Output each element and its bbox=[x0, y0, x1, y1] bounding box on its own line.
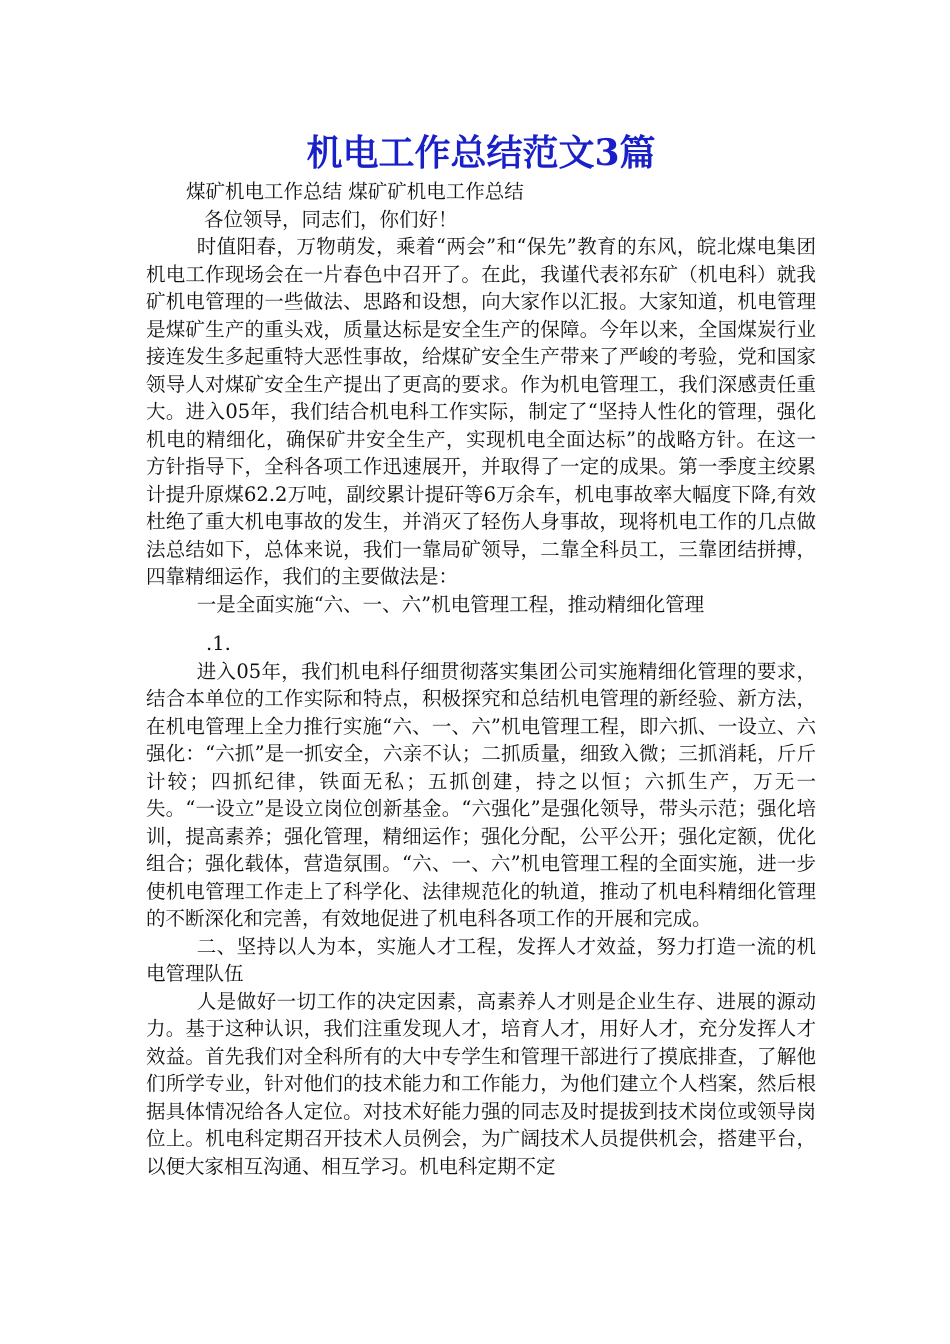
document-title: 机电工作总结范文3篇 bbox=[306, 132, 656, 174]
document-page bbox=[146, 130, 816, 1180]
document-subtitle: 煤矿机电工作总结 煤矿矿机电工作总结 bbox=[186, 180, 524, 203]
paragraph-intro: 时值阳春，万物萌发，乘着“两会”和“保先”教育的东风，皖北煤电集团机电工作现场会在一片春色中召开了。在此，我谨代表祁东矿（机电科）就我矿机电管理的一些做法、思路和设想，向大家作以汇报。大家知道，机电管理是煤矿生产的重头戏，质量达标是安全生产的保障。今年以来，全国煤炭行业接连发生多起重特大恶性事故，给煤矿安全生产带来了严峻的考验，党和国家领导人对煤矿安全生产提出了更高的要求。作为机电管理工，我们深感责任重大。进入05年，我们结合机电科工作实际，制定了“坚持人性化的管理，强化机电的精细化，确保矿井安全生产，实现机电全面达标”的战略方针。在这一方针指导下，全科各项工作迅速展开，并取得了一定的成果。第一季度主绞累计提升原煤62.2万吨，副绞累计提矸等6万余车，机电事故率大幅度下降,有效杜绝了重大机电事故的发生，并消灭了轻伤人身事故，现将机电工作的几点做法总结如下，总体来说，我们一靠局矿领导，二靠全科员工，三靠团结拼搏，四靠精细运作，我们的主要做法是： bbox=[146, 235, 816, 588]
paragraph-section-2: 人是做好一切工作的决定因素，高素养人才则是企业生存、进展的源动力。基于这种认识，我们注重发现人才，培育人才，用好人才，充分发挥人才效益。首先我们对全科所有的大中专学生和管理干部进行了摸底排查，了解他们所学专业，针对他们的技术能力和工作能力，为他们建立个人档案，然后根据具体情况给各人定位。对技术好能力强的同志及时提拔到技术岗位或领导岗位上。机电科定期召开技术人员例会，为广阔技术人员提供机会，搭建平台，以便大家相互沟通、相互学习。机电科定期不定 bbox=[146, 989, 816, 1178]
greeting: 各位领导，同志们，你们好！ bbox=[204, 207, 458, 231]
section-number: .1. bbox=[206, 632, 231, 655]
section-heading-1: 一是全面实施“六、一、六”机电管理工程，推动精细化管理 bbox=[196, 592, 705, 616]
paragraph-section-1: 进入05年，我们机电科仔细贯彻落实集团公司实施精细化管理的要求，结合本单位的工作实际和特点，积极探究和总结机电管理的新经验、新方法，在机电管理上全力推行实施“六、一、六”机电管理工程，即六抓、一设立、六强化：“六抓”是一抓安全，六亲不认；二抓质量，细致入微；三抓消耗，斤斤计较；四抓纪律，铁面无私；五抓创建，持之以恒；六抓生产，万无一失。“一设立”是设立岗位创新基金。“六强化”是强化领导，带头示范；强化培训，提高素养；强化管理，精细运作；强化分配，公平公开；强化定额，优化组合；强化载体，营造氛围。“六、一、六”机电管理工程的全面实施，进一步使机电管理工作走上了科学化、法律规范化的轨道，推动了机电科精细化管理的不断深化和完善，有效地促进了机电科各项工作的开展和完成。 bbox=[146, 659, 816, 930]
section-heading-2: 二、坚持以人为本，实施人才工程，发挥人才效益，努力打造一流的机电管理队伍 bbox=[146, 934, 816, 985]
